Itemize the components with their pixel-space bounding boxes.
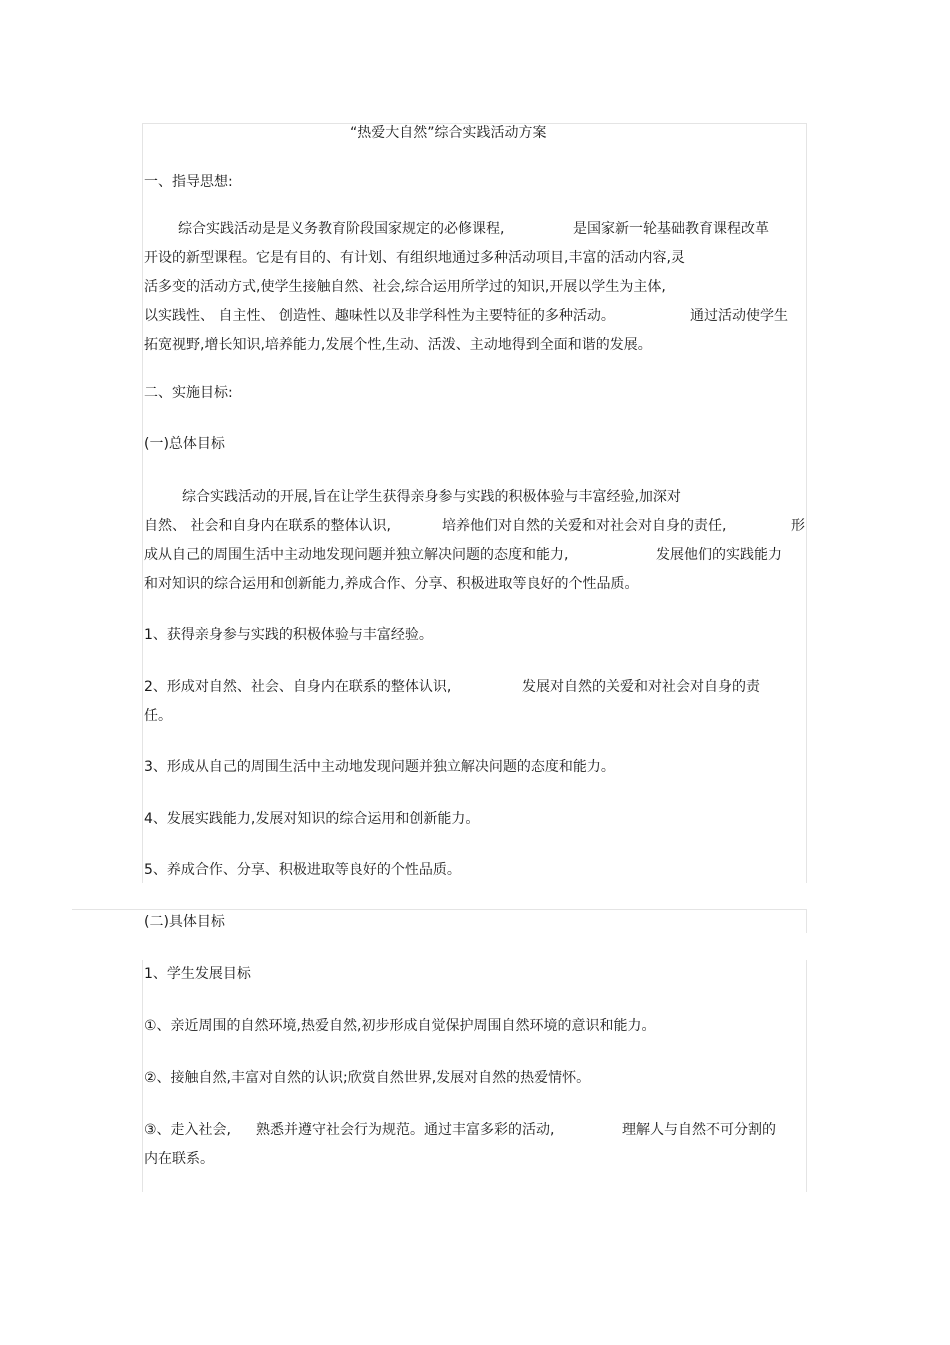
specific-item: ③、走入社会,: [144, 1122, 232, 1138]
specific-goals-heading: (二)具体目标: [144, 914, 225, 930]
section2-heading: 二、实施目标:: [144, 385, 233, 401]
section1-line: 综合实践活动是是义务教育阶段国家规定的必修课程,: [178, 221, 505, 237]
right-border-3: [806, 960, 807, 1192]
overall-line: 自然、 社会和自身内在联系的整体认识,: [144, 518, 391, 534]
section1-heading: 一、指导思想:: [144, 174, 233, 190]
goal-item: 4、发展实践能力,发展对知识的综合运用和创新能力。: [144, 811, 480, 827]
overall-line: 和对知识的综合运用和创新能力,养成合作、分享、积极进取等良好的个性品质。: [144, 576, 639, 592]
overall-goals-heading: (一)总体目标: [144, 436, 225, 452]
section1-line: 拓宽视野,增长知识,培养能力,发展个性,生动、活泼、主动地得到全面和谐的发展。: [144, 337, 652, 353]
overall-line: 培养他们对自然的关爱和对社会对自身的责任,: [442, 518, 727, 534]
goal-item: 发展对自然的关爱和对社会对自身的责: [522, 679, 760, 695]
overall-line: 综合实践活动的开展,旨在让学生获得亲身参与实践的积极体验与丰富经验,加深对: [182, 489, 681, 505]
goal-item: 任。: [144, 708, 172, 724]
specific-item: 理解人与自然不可分割的: [622, 1122, 776, 1138]
left-border: [142, 123, 143, 883]
goal-item: 1、获得亲身参与实践的积极体验与丰富经验。: [144, 627, 433, 643]
section1-line: 是国家新一轮基础教育课程改革: [573, 221, 769, 237]
right-border: [806, 123, 807, 883]
left-border-3: [142, 960, 143, 1192]
section1-line: 通过活动使学生: [690, 308, 788, 324]
overall-line: 成从自己的周围生活中主动地发现问题并独立解决问题的态度和能力,: [144, 547, 569, 563]
goal-item: 2、形成对自然、社会、自身内在联系的整体认识,: [144, 679, 452, 695]
section1-line: 活多变的活动方式,使学生接触自然、社会,综合运用所学过的知识,开展以学生为主体,: [144, 279, 666, 295]
overall-line: 形: [791, 518, 805, 534]
goal-item: 3、形成从自己的周围生活中主动地发现问题并独立解决问题的态度和能力。: [144, 759, 615, 775]
specific-item: 熟悉并遵守社会行为规范。通过丰富多彩的活动,: [256, 1122, 555, 1138]
goal-item: 5、养成合作、分享、积极进取等良好的个性品质。: [144, 862, 461, 878]
section1-line: 以实践性、 自主性、 创造性、趣味性以及非学科性为主要特征的多种活动。: [144, 308, 615, 324]
overall-line: 发展他们的实践能力: [656, 547, 782, 563]
section-divider: [72, 909, 807, 910]
specific-item: ②、接触自然,丰富对自然的认识;欣赏自然世界,发展对自然的热爱情怀。: [144, 1070, 591, 1086]
document-title: “热爱大自然”综合实践活动方案: [350, 125, 547, 141]
student-goals-heading: 1、学生发展目标: [144, 966, 251, 982]
right-border-2: [806, 909, 807, 933]
specific-item: 内在联系。: [144, 1151, 214, 1167]
section1-line: 开设的新型课程。它是有目的、有计划、有组织地通过多种活动项目,丰富的活动内容,灵: [144, 250, 685, 266]
specific-item: ①、亲近周围的自然环境,热爱自然,初步形成自觉保护周围自然环境的意识和能力。: [144, 1018, 656, 1034]
